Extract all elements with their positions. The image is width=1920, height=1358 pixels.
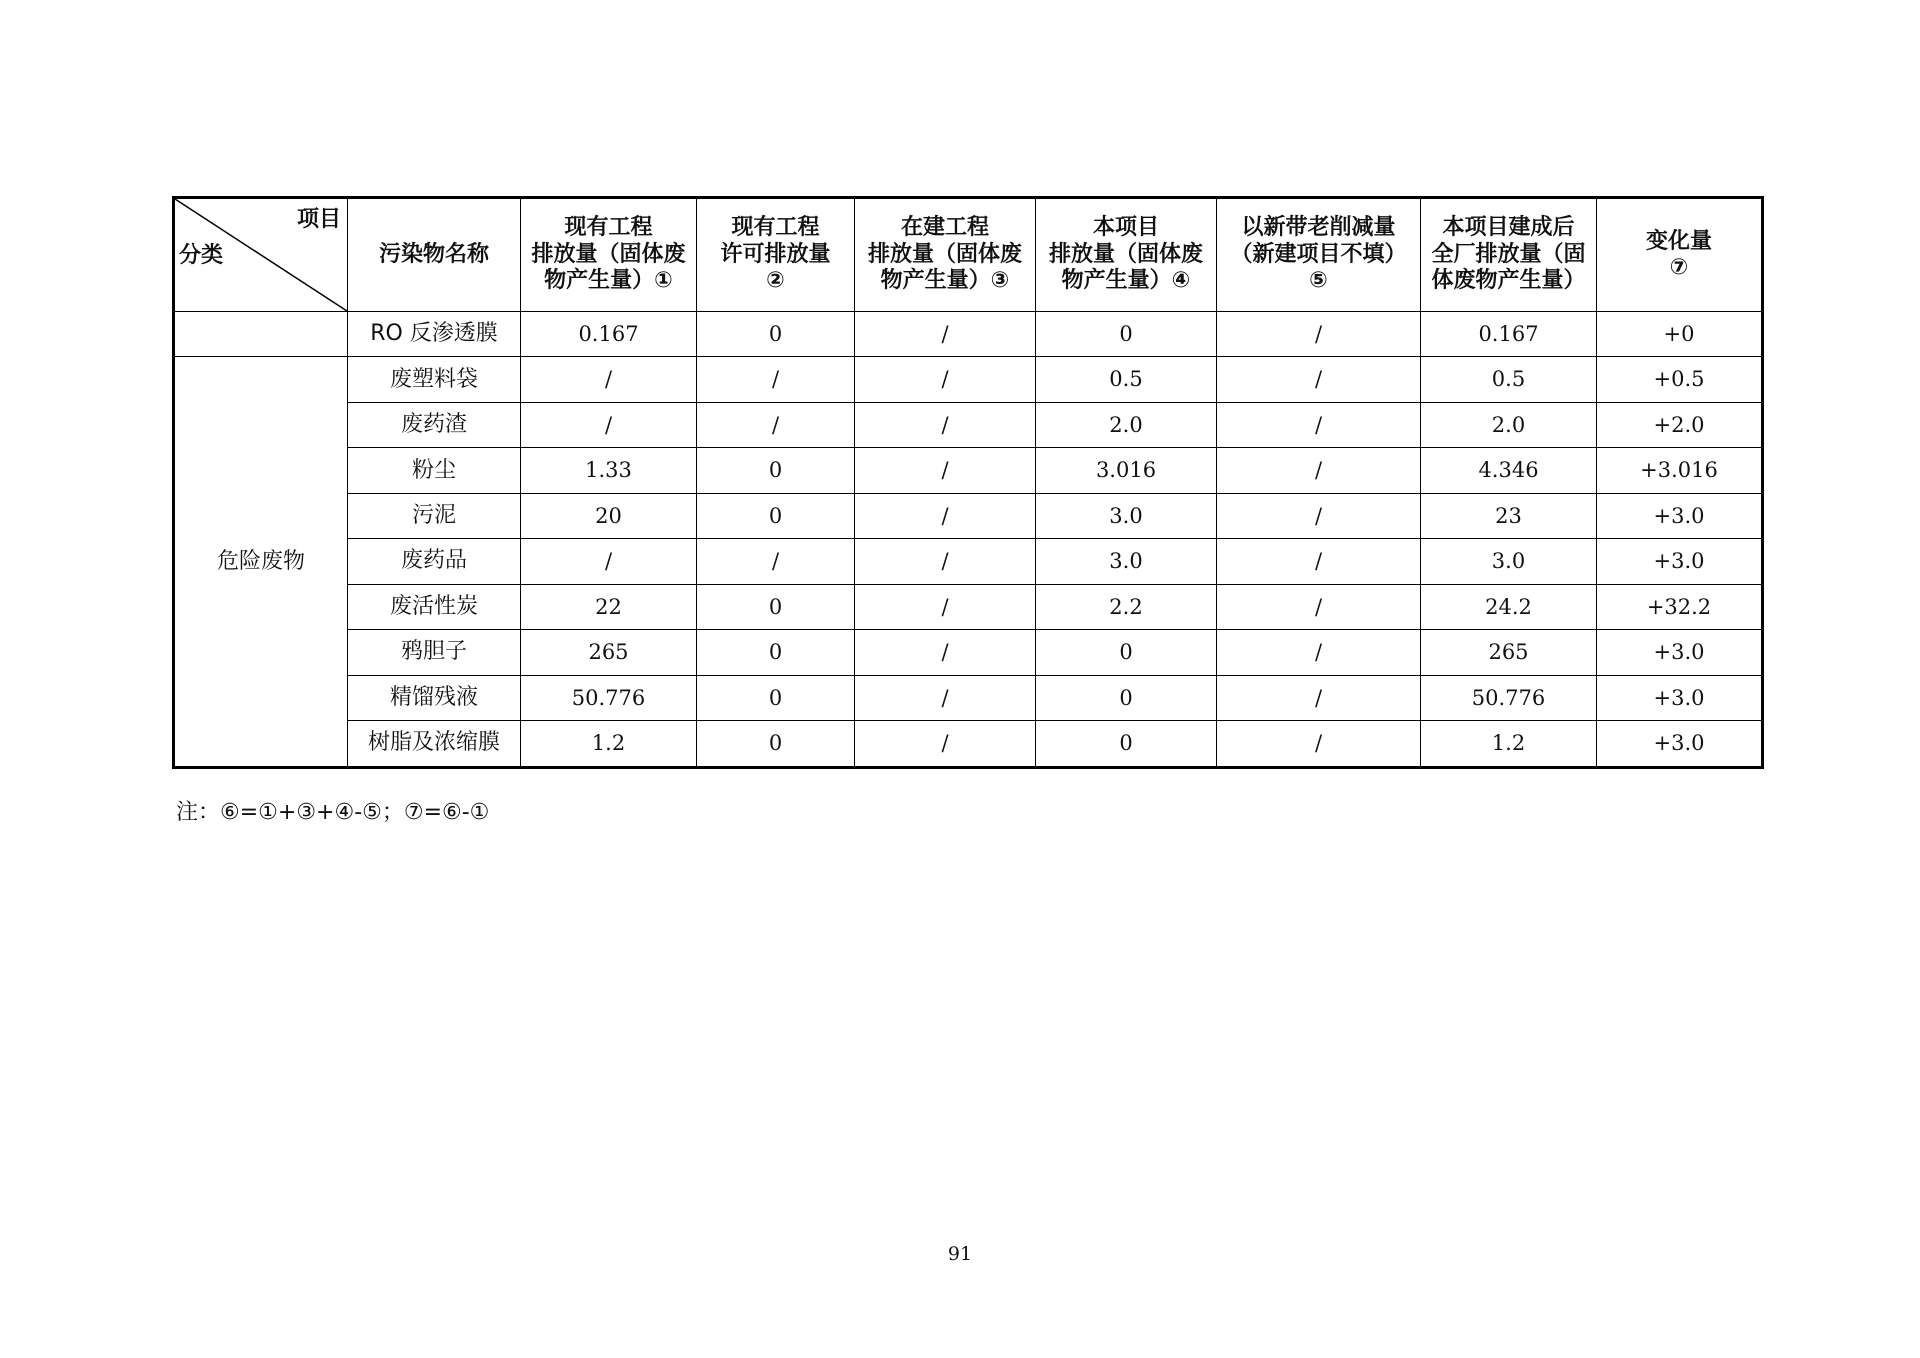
table-row (174, 630, 1763, 675)
pollutant-name-cell: 粉尘 (348, 448, 521, 493)
header-reduction: 以新带老削减量 （新建项目不填） ⑤ (1217, 198, 1421, 312)
value-cell: / (855, 630, 1036, 675)
pollutant-name-cell: 树脂及浓缩膜 (348, 721, 521, 768)
corner-label-category: 分类 (179, 243, 224, 268)
value-cell: 50.776 (521, 675, 697, 720)
header-under-construction: 在建工程 排放量（固体废 物产生量）③ (855, 198, 1036, 312)
value-cell: / (1217, 539, 1421, 584)
value-cell: +2.0 (1597, 402, 1763, 447)
value-cell: +3.0 (1597, 493, 1763, 538)
value-cell: 3.0 (1036, 493, 1217, 538)
value-cell: 0 (697, 312, 855, 357)
pollutant-name-cell: RO 反渗透膜 (348, 312, 521, 357)
value-cell: 3.016 (1036, 448, 1217, 493)
emissions-table (172, 196, 1764, 769)
value-cell: 265 (1421, 630, 1597, 675)
value-cell: +3.0 (1597, 675, 1763, 720)
value-cell: 22 (521, 584, 697, 629)
pollutant-name-cell: 废塑料袋 (348, 357, 521, 402)
pollutant-name-cell: 污泥 (348, 493, 521, 538)
category-cell-hazardous-waste: 危险废物 (174, 357, 348, 768)
corner-label-item: 项目 (296, 207, 341, 232)
value-cell: / (1217, 312, 1421, 357)
header-existing-permit: 现有工程 许可排放量 ② (697, 198, 855, 312)
value-cell: / (855, 584, 1036, 629)
value-cell: / (521, 357, 697, 402)
table-row (174, 493, 1763, 538)
pollutant-name-cell: 鸦胆子 (348, 630, 521, 675)
value-cell: +3.0 (1597, 630, 1763, 675)
value-cell: / (697, 357, 855, 402)
value-cell: 0.167 (521, 312, 697, 357)
value-cell: 0.5 (1421, 357, 1597, 402)
pollutant-name-cell: 废活性炭 (348, 584, 521, 629)
value-cell: 50.776 (1421, 675, 1597, 720)
value-cell: / (1217, 721, 1421, 768)
header-pollutant-name: 污染物名称 (348, 198, 521, 312)
value-cell: / (855, 675, 1036, 720)
value-cell: / (855, 493, 1036, 538)
value-cell: 3.0 (1036, 539, 1217, 584)
table-row (174, 448, 1763, 493)
value-cell: 2.0 (1421, 402, 1597, 447)
value-cell: / (1217, 357, 1421, 402)
value-cell: / (855, 357, 1036, 402)
value-cell: / (855, 721, 1036, 768)
value-cell: / (855, 448, 1036, 493)
value-cell: / (1217, 448, 1421, 493)
pollutant-name-cell: 废药品 (348, 539, 521, 584)
value-cell: 265 (521, 630, 697, 675)
value-cell: / (697, 402, 855, 447)
value-cell: 0 (697, 448, 855, 493)
value-cell: 4.346 (1421, 448, 1597, 493)
value-cell: / (521, 402, 697, 447)
value-cell: / (855, 312, 1036, 357)
value-cell: 0 (1036, 312, 1217, 357)
value-cell: 1.2 (521, 721, 697, 768)
value-cell: +3.0 (1597, 721, 1763, 768)
table-row (174, 357, 1763, 402)
table-row (174, 584, 1763, 629)
value-cell: 0 (697, 675, 855, 720)
page-number: 91 (947, 1243, 973, 1265)
value-cell: 20 (521, 493, 697, 538)
table-footnote: 注：⑥=①+③+④-⑤；⑦=⑥-① (176, 800, 490, 825)
emissions-table-container (172, 196, 1761, 769)
value-cell: 2.2 (1036, 584, 1217, 629)
value-cell: 0 (697, 721, 855, 768)
value-cell: / (697, 539, 855, 584)
table-row (174, 539, 1763, 584)
value-cell: 23 (1421, 493, 1597, 538)
value-cell: / (855, 539, 1036, 584)
value-cell: 0.167 (1421, 312, 1597, 357)
value-cell: 0 (697, 584, 855, 629)
value-cell: +32.2 (1597, 584, 1763, 629)
value-cell: 0 (1036, 630, 1217, 675)
table-header-row (174, 198, 1763, 312)
corner-header-cell (174, 198, 348, 312)
value-cell: 0 (697, 630, 855, 675)
value-cell: +0.5 (1597, 357, 1763, 402)
table-row (174, 675, 1763, 720)
header-existing-emission: 现有工程 排放量（固体废 物产生量）① (521, 198, 697, 312)
value-cell: 0 (1036, 721, 1217, 768)
value-cell: +0 (1597, 312, 1763, 357)
value-cell: +3.016 (1597, 448, 1763, 493)
value-cell: / (1217, 630, 1421, 675)
table-row (174, 402, 1763, 447)
value-cell: 0 (1036, 675, 1217, 720)
value-cell: 1.2 (1421, 721, 1597, 768)
pollutant-name-cell: 精馏残液 (348, 675, 521, 720)
value-cell: / (855, 402, 1036, 447)
value-cell: / (1217, 493, 1421, 538)
value-cell: / (1217, 584, 1421, 629)
header-change: 变化量 ⑦ (1597, 198, 1763, 312)
header-this-project: 本项目 排放量（固体废 物产生量）④ (1036, 198, 1217, 312)
value-cell: 24.2 (1421, 584, 1597, 629)
pollutant-name-cell: 废药渣 (348, 402, 521, 447)
table-row (174, 721, 1763, 768)
value-cell: / (521, 539, 697, 584)
value-cell: 3.0 (1421, 539, 1597, 584)
table-row (174, 312, 1763, 357)
value-cell: 1.33 (521, 448, 697, 493)
value-cell: / (1217, 402, 1421, 447)
value-cell: 0 (697, 493, 855, 538)
value-cell: +3.0 (1597, 539, 1763, 584)
value-cell: 0.5 (1036, 357, 1217, 402)
category-cell (174, 312, 348, 357)
value-cell: / (1217, 675, 1421, 720)
header-plant-total: 本项目建成后 全厂排放量（固 体废物产生量） (1421, 198, 1597, 312)
value-cell: 2.0 (1036, 402, 1217, 447)
